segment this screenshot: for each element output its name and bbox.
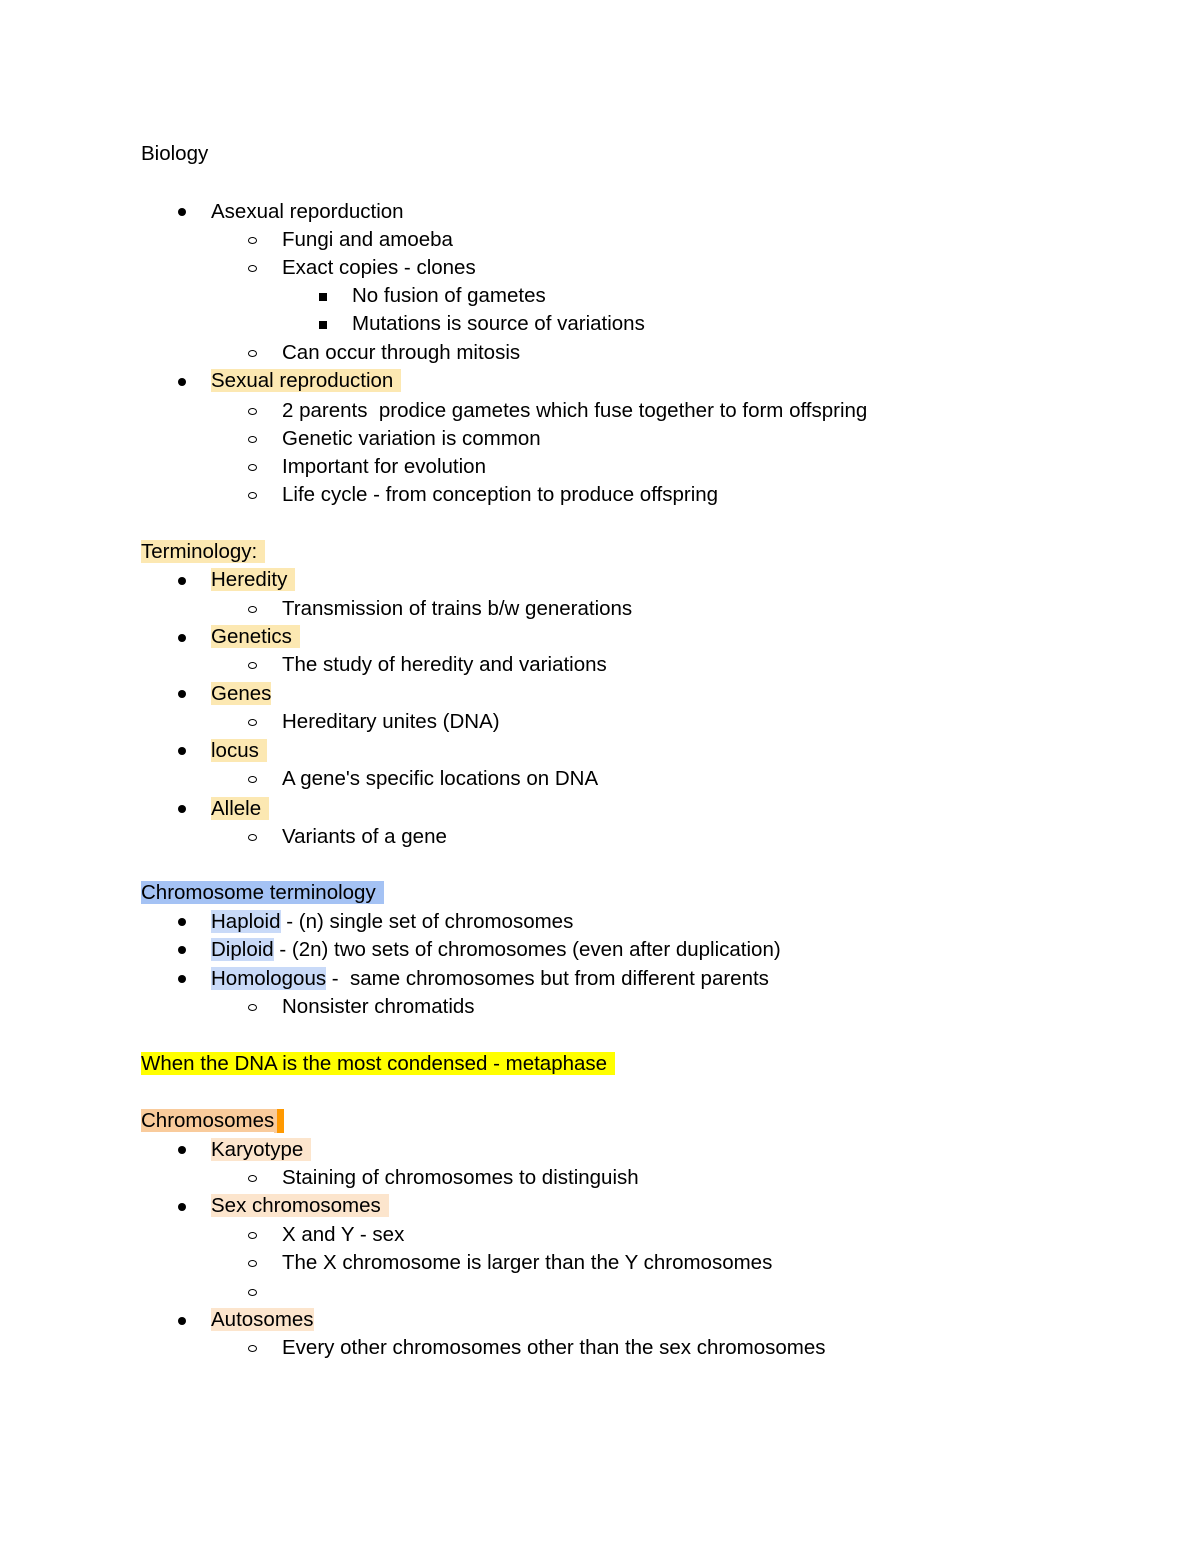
term-locus: locus [211,739,267,763]
list-item: 2 parents prodice gametes which fuse together to form offspring [282,399,868,422]
circle-bullet-icon [248,1004,257,1011]
bullet-icon [178,690,186,698]
sexual-heading: Sexual reproduction [211,369,401,393]
term-haploid: Haploid - (n) single set of chromosomes [211,910,574,933]
term-autosomes: Autosomes [211,1308,314,1331]
list-item: Fungi and amoeba [282,228,453,251]
bullet-icon [178,946,186,954]
bullet-icon [178,747,186,755]
circle-bullet-icon [248,350,257,357]
list-item: A gene's specific locations on DNA [282,767,599,790]
term-sex-chromosomes: Sex chromosomes [211,1194,389,1218]
list-item: Nonsister chromatids [282,995,475,1018]
term-karyotype: Karyotype [211,1138,311,1162]
term-heredity: Heredity [211,568,295,592]
bullet-icon [178,634,186,642]
circle-bullet-icon [248,776,257,783]
circle-bullet-icon [248,1232,257,1239]
bullet-icon [178,1203,186,1211]
circle-bullet-icon [248,1345,257,1352]
list-item: Can occur through mitosis [282,341,521,364]
circle-bullet-icon [248,237,257,244]
document-title: Biology [141,142,209,165]
circle-bullet-icon [248,1175,257,1182]
circle-bullet-icon [248,464,257,471]
list-item: The X chromosome is larger than the Y chromosomes [282,1251,773,1274]
circle-bullet-icon [248,1260,257,1267]
bullet-icon [178,975,186,983]
list-item: Exact copies - clones [282,256,476,279]
term-genes: Genes [211,682,272,705]
circle-bullet-icon [248,834,257,841]
circle-bullet-icon [248,492,257,499]
list-item: Staining of chromosomes to distinguish [282,1166,639,1189]
circle-bullet-icon [248,719,257,726]
list-item: Genetic variation is common [282,427,541,450]
bullet-icon [178,577,186,585]
bullet-icon [178,918,186,926]
list-item: Mutations is source of variations [352,312,645,335]
circle-bullet-icon [248,265,257,272]
term-diploid: Diploid - (2n) two sets of chromosomes (even after duplication) [211,938,781,961]
list-item: Every other chromosomes other than the sex chromosomes [282,1336,826,1359]
bullet-icon [178,1317,186,1325]
condensed-note: When the DNA is the most condensed - metaphase [141,1052,615,1076]
asexual-heading: Asexual reporduction [211,200,404,223]
circle-bullet-icon [248,662,257,669]
term-allele: Allele [211,797,269,821]
list-item: The study of heredity and variations [282,653,607,676]
circle-bullet-icon [248,1289,257,1296]
circle-bullet-icon [248,436,257,443]
chromosome-terminology-heading: Chromosome terminology [141,881,384,905]
list-item: No fusion of gametes [352,284,546,307]
chromosomes-heading: Chromosomes [141,1109,284,1133]
list-item: Life cycle - from conception to produce offspring [282,483,719,506]
term-homologous: Homologous - same chromosomes but from different parents [211,967,769,990]
list-item: X and Y - sex [282,1223,405,1246]
bullet-icon [178,1146,186,1154]
list-item: Important for evolution [282,455,486,478]
list-item: Hereditary unites (DNA) [282,710,500,733]
list-item: Variants of a gene [282,825,447,848]
term-genetics: Genetics [211,625,300,649]
square-bullet-icon [319,293,327,301]
terminology-heading: Terminology: [141,540,265,564]
list-item: Transmission of trains b/w generations [282,597,633,620]
square-bullet-icon [319,321,327,329]
bullet-icon [178,208,186,216]
bullet-icon [178,378,186,386]
bullet-icon [178,805,186,813]
circle-bullet-icon [248,408,257,415]
circle-bullet-icon [248,606,257,613]
